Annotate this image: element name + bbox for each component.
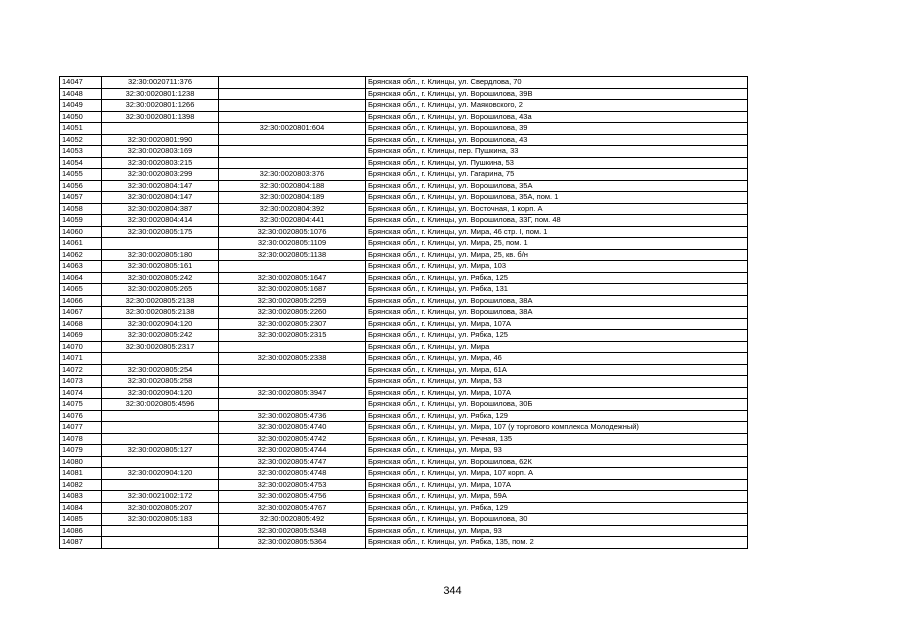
parcel-cadastral-number-cell: 32:30:0020805:242 <box>102 330 219 342</box>
table-row <box>60 341 748 353</box>
table-row <box>60 249 748 261</box>
parcel-cadastral-number-cell: 32:30:0020805:2317 <box>102 341 219 353</box>
address-cell: Брянская обл., г. Клинцы, ул. Гагарина, 75 <box>366 169 748 181</box>
parcel-cadastral-number-cell: 32:30:0020801:1238 <box>102 88 219 100</box>
parcel-cadastral-number-cell <box>102 422 219 434</box>
table-row <box>60 502 748 514</box>
address-cell: Брянская обл., г. Клинцы, ул. Ворошилова, 62К <box>366 456 748 468</box>
address-cell: Брянская обл., г. Клинцы, ул. Рябка, 135, пом. 2 <box>366 537 748 549</box>
row-number-cell: 14054 <box>60 157 102 169</box>
building-cadastral-number-cell: 32:30:0020805:2259 <box>219 295 366 307</box>
table-row <box>60 514 748 526</box>
parcel-cadastral-number-cell: 32:30:0020805:2138 <box>102 295 219 307</box>
parcel-cadastral-number-cell: 32:30:0020805:175 <box>102 226 219 238</box>
row-number-cell: 14070 <box>60 341 102 353</box>
building-cadastral-number-cell: 32:30:0020805:1109 <box>219 238 366 250</box>
row-number-cell: 14084 <box>60 502 102 514</box>
table-row <box>60 100 748 112</box>
address-cell: Брянская обл., г. Клинцы, ул. Мира, 107А <box>366 387 748 399</box>
building-cadastral-number-cell: 32:30:0020805:5364 <box>219 537 366 549</box>
table-body <box>60 77 748 549</box>
row-number-cell: 14071 <box>60 353 102 365</box>
building-cadastral-number-cell: 32:30:0020804:392 <box>219 203 366 215</box>
parcel-cadastral-number-cell: 32:30:0020801:1266 <box>102 100 219 112</box>
building-cadastral-number-cell: 32:30:0020805:4744 <box>219 445 366 457</box>
parcel-cadastral-number-cell: 32:30:0020804:414 <box>102 215 219 227</box>
parcel-cadastral-number-cell: 32:30:0020711:376 <box>102 77 219 89</box>
address-cell: Брянская обл., г. Клинцы, ул. Мира, 46 <box>366 353 748 365</box>
row-number-cell: 14066 <box>60 295 102 307</box>
address-cell: Брянская обл., г. Клинцы, ул. Мира, 107А <box>366 479 748 491</box>
address-cell: Брянская обл., г. Клинцы, ул. Ворошилова, 35А, пом. 1 <box>366 192 748 204</box>
row-number-cell: 14049 <box>60 100 102 112</box>
parcel-cadastral-number-cell: 32:30:0020801:1398 <box>102 111 219 123</box>
address-cell: Брянская обл., г. Клинцы, ул. Свердлова, 70 <box>366 77 748 89</box>
parcel-cadastral-number-cell: 32:30:0020801:990 <box>102 134 219 146</box>
table-row <box>60 364 748 376</box>
address-cell: Брянская обл., г. Клинцы, ул. Мира, 93 <box>366 445 748 457</box>
table-row <box>60 192 748 204</box>
row-number-cell: 14051 <box>60 123 102 135</box>
row-number-cell: 14064 <box>60 272 102 284</box>
row-number-cell: 14060 <box>60 226 102 238</box>
table-row <box>60 123 748 135</box>
building-cadastral-number-cell <box>219 399 366 411</box>
cadastral-register-table <box>59 76 748 549</box>
row-number-cell: 14073 <box>60 376 102 388</box>
address-cell: Брянская обл., г. Клинцы, ул. Ворошилова, 38А <box>366 307 748 319</box>
building-cadastral-number-cell <box>219 364 366 376</box>
parcel-cadastral-number-cell <box>102 410 219 422</box>
parcel-cadastral-number-cell: 32:30:0021002:172 <box>102 491 219 503</box>
address-cell: Брянская обл., г. Клинцы, ул. Ворошилова, 43 <box>366 134 748 146</box>
parcel-cadastral-number-cell: 32:30:0020805:265 <box>102 284 219 296</box>
address-cell: Брянская обл., г. Клинцы, ул. Маяковского, 2 <box>366 100 748 112</box>
address-cell: Брянская обл., г. Клинцы, ул. Ворошилова, 39 <box>366 123 748 135</box>
row-number-cell: 14075 <box>60 399 102 411</box>
row-number-cell: 14086 <box>60 525 102 537</box>
parcel-cadastral-number-cell: 32:30:0020805:4596 <box>102 399 219 411</box>
table-row <box>60 238 748 250</box>
table-row <box>60 157 748 169</box>
building-cadastral-number-cell: 32:30:0020805:4736 <box>219 410 366 422</box>
table-row <box>60 422 748 434</box>
address-cell: Брянская обл., г. Клинцы, ул. Ворошилова, 38А <box>366 295 748 307</box>
row-number-cell: 14074 <box>60 387 102 399</box>
parcel-cadastral-number-cell <box>102 433 219 445</box>
building-cadastral-number-cell: 32:30:0020805:4742 <box>219 433 366 445</box>
address-cell: Брянская обл., г. Клинцы, ул. Мира, 107 (у торгового комплекса Молодежный) <box>366 422 748 434</box>
table-row <box>60 146 748 158</box>
table-row <box>60 77 748 89</box>
parcel-cadastral-number-cell: 32:30:0020805:254 <box>102 364 219 376</box>
building-cadastral-number-cell: 32:30:0020805:4753 <box>219 479 366 491</box>
address-cell: Брянская обл., г. Клинцы, ул. Мира, 93 <box>366 525 748 537</box>
address-cell: Брянская обл., г. Клинцы, ул. Ворошилова, 39В <box>366 88 748 100</box>
row-number-cell: 14062 <box>60 249 102 261</box>
parcel-cadastral-number-cell <box>102 123 219 135</box>
table-row <box>60 468 748 480</box>
table-row <box>60 399 748 411</box>
building-cadastral-number-cell: 32:30:0020805:2260 <box>219 307 366 319</box>
parcel-cadastral-number-cell: 32:30:0020805:161 <box>102 261 219 273</box>
parcel-cadastral-number-cell: 32:30:0020803:215 <box>102 157 219 169</box>
table-row <box>60 376 748 388</box>
table-row <box>60 180 748 192</box>
building-cadastral-number-cell: 32:30:0020805:5348 <box>219 525 366 537</box>
table-row <box>60 203 748 215</box>
building-cadastral-number-cell: 32:30:0020805:1076 <box>219 226 366 238</box>
table-row <box>60 387 748 399</box>
row-number-cell: 14078 <box>60 433 102 445</box>
building-cadastral-number-cell: 32:30:0020805:1647 <box>219 272 366 284</box>
row-number-cell: 14068 <box>60 318 102 330</box>
address-cell: Брянская обл., г. Клинцы, ул. Рябка, 131 <box>366 284 748 296</box>
building-cadastral-number-cell <box>219 157 366 169</box>
row-number-cell: 14076 <box>60 410 102 422</box>
parcel-cadastral-number-cell: 32:30:0020904:120 <box>102 468 219 480</box>
address-cell: Брянская обл., г. Клинцы, ул. Ворошилова, 33Г, пом. 48 <box>366 215 748 227</box>
row-number-cell: 14080 <box>60 456 102 468</box>
building-cadastral-number-cell: 32:30:0020805:492 <box>219 514 366 526</box>
address-cell: Брянская обл., г. Клинцы, ул. Мира, 61А <box>366 364 748 376</box>
table-row <box>60 445 748 457</box>
parcel-cadastral-number-cell: 32:30:0020805:258 <box>102 376 219 388</box>
row-number-cell: 14048 <box>60 88 102 100</box>
parcel-cadastral-number-cell: 32:30:0020904:120 <box>102 318 219 330</box>
table-row <box>60 456 748 468</box>
row-number-cell: 14081 <box>60 468 102 480</box>
parcel-cadastral-number-cell: 32:30:0020805:183 <box>102 514 219 526</box>
row-number-cell: 14083 <box>60 491 102 503</box>
building-cadastral-number-cell: 32:30:0020805:2307 <box>219 318 366 330</box>
building-cadastral-number-cell <box>219 77 366 89</box>
building-cadastral-number-cell <box>219 146 366 158</box>
row-number-cell: 14047 <box>60 77 102 89</box>
address-cell: Брянская обл., г. Клинцы, ул. Восточная, 1 корп. А <box>366 203 748 215</box>
building-cadastral-number-cell: 32:30:0020805:2338 <box>219 353 366 365</box>
address-cell: Брянская обл., г. Клинцы, ул. Мира <box>366 341 748 353</box>
address-cell: Брянская обл., г. Клинцы, ул. Рябка, 129 <box>366 410 748 422</box>
parcel-cadastral-number-cell: 32:30:0020904:120 <box>102 387 219 399</box>
building-cadastral-number-cell: 32:30:0020804:188 <box>219 180 366 192</box>
table-row <box>60 272 748 284</box>
table-row <box>60 307 748 319</box>
address-cell: Брянская обл., г. Клинцы, ул. Пушкина, 53 <box>366 157 748 169</box>
address-cell: Брянская обл., г. Клинцы, ул. Рябка, 125 <box>366 330 748 342</box>
building-cadastral-number-cell: 32:30:0020805:1687 <box>219 284 366 296</box>
table-row <box>60 525 748 537</box>
address-cell: Брянская обл., г. Клинцы, ул. Мира, 53 <box>366 376 748 388</box>
table-row <box>60 134 748 146</box>
row-number-cell: 14056 <box>60 180 102 192</box>
table-row <box>60 169 748 181</box>
building-cadastral-number-cell: 32:30:0020805:3947 <box>219 387 366 399</box>
parcel-cadastral-number-cell: 32:30:0020804:147 <box>102 192 219 204</box>
address-cell: Брянская обл., г. Клинцы, ул. Мира, 25, пом. 1 <box>366 238 748 250</box>
row-number-cell: 14085 <box>60 514 102 526</box>
page-number: 344 <box>443 585 462 597</box>
row-number-cell: 14053 <box>60 146 102 158</box>
address-cell: Брянская обл., г. Клинцы, ул. Мира, 46 стр. I, пом. 1 <box>366 226 748 238</box>
building-cadastral-number-cell: 32:30:0020805:2315 <box>219 330 366 342</box>
table-row <box>60 111 748 123</box>
building-cadastral-number-cell <box>219 134 366 146</box>
table-row <box>60 433 748 445</box>
building-cadastral-number-cell <box>219 376 366 388</box>
parcel-cadastral-number-cell: 32:30:0020804:147 <box>102 180 219 192</box>
parcel-cadastral-number-cell <box>102 238 219 250</box>
building-cadastral-number-cell: 32:30:0020804:441 <box>219 215 366 227</box>
building-cadastral-number-cell: 32:30:0020801:604 <box>219 123 366 135</box>
row-number-cell: 14065 <box>60 284 102 296</box>
row-number-cell: 14087 <box>60 537 102 549</box>
table-row <box>60 479 748 491</box>
building-cadastral-number-cell: 32:30:0020805:4767 <box>219 502 366 514</box>
address-cell: Брянская обл., г. Клинцы, ул. Речная, 135 <box>366 433 748 445</box>
parcel-cadastral-number-cell <box>102 525 219 537</box>
building-cadastral-number-cell <box>219 88 366 100</box>
row-number-cell: 14063 <box>60 261 102 273</box>
address-cell: Брянская обл., г. Клинцы, ул. Мира, 107 корп. А <box>366 468 748 480</box>
building-cadastral-number-cell <box>219 111 366 123</box>
row-number-cell: 14067 <box>60 307 102 319</box>
parcel-cadastral-number-cell: 32:30:0020805:242 <box>102 272 219 284</box>
address-cell: Брянская обл., г. Клинцы, ул. Мира, 25, кв. б/н <box>366 249 748 261</box>
parcel-cadastral-number-cell <box>102 479 219 491</box>
table-row <box>60 88 748 100</box>
address-cell: Брянская обл., г. Клинцы, ул. Мира, 103 <box>366 261 748 273</box>
building-cadastral-number-cell <box>219 341 366 353</box>
parcel-cadastral-number-cell: 32:30:0020805:127 <box>102 445 219 457</box>
building-cadastral-number-cell <box>219 100 366 112</box>
row-number-cell: 14059 <box>60 215 102 227</box>
table-row <box>60 410 748 422</box>
parcel-cadastral-number-cell <box>102 353 219 365</box>
building-cadastral-number-cell: 32:30:0020805:4756 <box>219 491 366 503</box>
building-cadastral-number-cell <box>219 261 366 273</box>
parcel-cadastral-number-cell: 32:30:0020805:180 <box>102 249 219 261</box>
address-cell: Брянская обл., г. Клинцы, ул. Рябка, 129 <box>366 502 748 514</box>
parcel-cadastral-number-cell: 32:30:0020803:169 <box>102 146 219 158</box>
table-row <box>60 226 748 238</box>
address-cell: Брянская обл., г. Клинцы, ул. Ворошилова, 30Б <box>366 399 748 411</box>
table-row <box>60 330 748 342</box>
parcel-cadastral-number-cell <box>102 537 219 549</box>
building-cadastral-number-cell: 32:30:0020805:1138 <box>219 249 366 261</box>
row-number-cell: 14050 <box>60 111 102 123</box>
row-number-cell: 14072 <box>60 364 102 376</box>
table-row <box>60 353 748 365</box>
address-cell: Брянская обл., г. Клинцы, пер. Пушкина, 33 <box>366 146 748 158</box>
row-number-cell: 14077 <box>60 422 102 434</box>
address-cell: Брянская обл., г. Клинцы, ул. Мира, 107А <box>366 318 748 330</box>
row-number-cell: 14055 <box>60 169 102 181</box>
parcel-cadastral-number-cell: 32:30:0020804:387 <box>102 203 219 215</box>
table-row <box>60 261 748 273</box>
building-cadastral-number-cell: 32:30:0020805:4748 <box>219 468 366 480</box>
address-cell: Брянская обл., г. Клинцы, ул. Ворошилова, 43а <box>366 111 748 123</box>
row-number-cell: 14079 <box>60 445 102 457</box>
address-cell: Брянская обл., г. Клинцы, ул. Ворошилова, 30 <box>366 514 748 526</box>
table-row <box>60 537 748 549</box>
table-row <box>60 318 748 330</box>
address-cell: Брянская обл., г. Клинцы, ул. Мира, 59А <box>366 491 748 503</box>
row-number-cell: 14061 <box>60 238 102 250</box>
building-cadastral-number-cell: 32:30:0020805:4747 <box>219 456 366 468</box>
row-number-cell: 14082 <box>60 479 102 491</box>
building-cadastral-number-cell: 32:30:0020805:4740 <box>219 422 366 434</box>
row-number-cell: 14052 <box>60 134 102 146</box>
address-cell: Брянская обл., г. Клинцы, ул. Рябка, 125 <box>366 272 748 284</box>
table-row <box>60 215 748 227</box>
parcel-cadastral-number-cell <box>102 456 219 468</box>
row-number-cell: 14057 <box>60 192 102 204</box>
table-row <box>60 491 748 503</box>
building-cadastral-number-cell: 32:30:0020803:376 <box>219 169 366 181</box>
address-cell: Брянская обл., г. Клинцы, ул. Ворошилова, 35А <box>366 180 748 192</box>
row-number-cell: 14058 <box>60 203 102 215</box>
table-row <box>60 284 748 296</box>
row-number-cell: 14069 <box>60 330 102 342</box>
table-row <box>60 295 748 307</box>
parcel-cadastral-number-cell: 32:30:0020805:207 <box>102 502 219 514</box>
parcel-cadastral-number-cell: 32:30:0020803:299 <box>102 169 219 181</box>
parcel-cadastral-number-cell: 32:30:0020805:2138 <box>102 307 219 319</box>
building-cadastral-number-cell: 32:30:0020804:189 <box>219 192 366 204</box>
